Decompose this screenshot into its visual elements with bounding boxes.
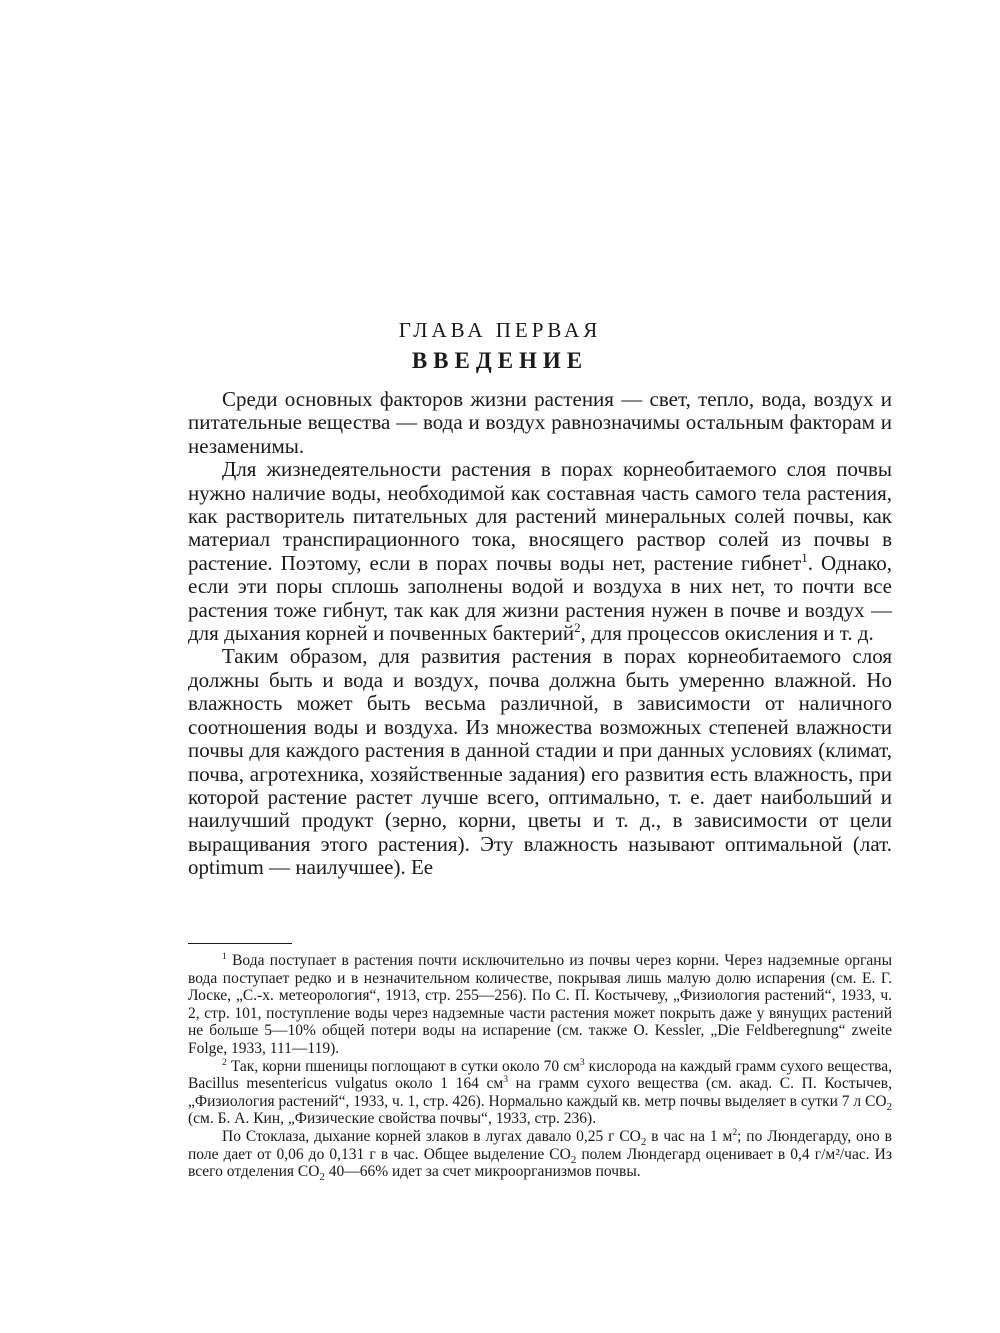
chapter-title: ВВЕДЕНИЕ	[411, 348, 589, 373]
footnote-1-text: Вода поступает в растения почти исключительно из почвы через корни. Через надземные органы вода поступает редко и в незначительном количестве, покрывая лишь малую долю испарения (см. Е. Г. Лоске, „С.-х. метеорология“, 1913, стр. 255—256). По С. П. Костычеву, „Физиология растений“, 1933, ч. 2, стр. 101, поступление воды через надземные части растения может покрыть даже у вянущих растений не больше 5—10% общей потери воды на испарение (см. также О. Kessler, „Die Feldberegnung“ zweite Folge, 1933, 111—119).	[188, 952, 892, 1057]
subscript: 2	[640, 1136, 647, 1149]
footnote-2-number: 2	[222, 1056, 227, 1068]
paragraph-2-text-b: . Однако, если эти поры сплошь заполнены водой и воздуха в них нет, то почти все растения тоже гибнут, так как для жизни растения нужен в почве и воздух — для дыхания корней и почвенных бактерий	[188, 550, 892, 646]
footnote-2-text-a: Так, корни пшеницы поглощают в сутки около 70 см	[226, 1057, 580, 1075]
footnotes	[188, 950, 893, 1184]
footnote-1	[188, 952, 892, 1058]
subscript: 2	[570, 1153, 577, 1166]
footnote-1-number: 1	[222, 950, 227, 962]
superscript: 3	[579, 1056, 585, 1068]
footnote-3-text-b: в час на 1 м	[646, 1127, 733, 1145]
footnote-2-text-b: кислорода на каждый грамм сухого вещества, Bacillus mesentericus vulgatus около 1 164 см	[188, 1057, 893, 1093]
main-text	[188, 388, 892, 880]
footnote-3-text-e: 40—66% идет за счет микроорганизмов почвы.	[324, 1163, 641, 1181]
subscript: 2	[886, 1100, 892, 1113]
footnote-divider	[188, 943, 292, 944]
paragraph-1: Среди основных факторов жизни растения — свет, тепло, вода, воздух и питательные вещества — вода и воздух равнозначимы остальным факторам и незаменимы.	[188, 387, 892, 458]
footnote-3-text-d: полем Люндегард оценивает в 0,4 г/м²/час. Из всего отделения CO	[188, 1145, 892, 1181]
superscript: 2	[732, 1126, 738, 1138]
footnote-2-text-c: на грамм сухого вещества (см. акад. С. П. Костычев, „Физиология растений“, 1933, ч. 1, стр. 426). Нормально каждый кв. метр почвы выделяет в сутки 7 л CO	[188, 1075, 892, 1110]
footnote-3-text-a: По Стоклаза, дыхание корней злаков в лугах давало 0,25 г CO	[222, 1127, 641, 1145]
footnote-ref-1: 1	[801, 549, 808, 565]
superscript: 3	[503, 1074, 509, 1085]
footnote-2	[188, 1058, 892, 1128]
subscript: 2	[319, 1171, 325, 1184]
paragraph-2-text-a: Для жизнедеятельности растения в порах корнеобитаемого слоя почвы нужно наличие воды, необходимой как составная часть самого тела растения, как растворитель питательных для растений минеральных солей почвы, как материал транспирационного тока, вносящего раствор солей из почвы в растение. Поэтому, если в порах почвы воды нет, растение гибнет	[188, 457, 892, 575]
paragraph-2-text-c: , для процессов окисления и т. д.	[580, 621, 874, 646]
footnote-2-continued	[188, 1126, 892, 1184]
paragraph-2	[188, 458, 892, 645]
paragraph-3: Таким образом, для развития растения в порах корнеобитаемого слоя должны быть и вода и воздух, почва должна быть умеренно влажной. Но влажность может быть весьма различной, в зависимости от наличного соотношения воды и воздуха. Из множества возможных степеней влажности почвы для каждого растения в данной стадии и при данных условиях (климат, почва, агротехника, хозяйственные задания) его развития есть влажность, при которой растение растет лучше всего, оптимально, т. е. дает наибольший и наилучший продукт (зерно, корни, цветы и т. д., в зависимости от цели выращивания этого растения). Эту влажность называют оптимальной (лат. optimum — наилучшее). Ее	[188, 644, 892, 880]
footnote-2-text-d: (см. Б. А. Кин, „Физические свойства почвы“, 1933, стр. 236).	[188, 1110, 597, 1128]
footnote-ref-2: 2	[574, 620, 581, 636]
chapter-label: ГЛАВА ПЕРВАЯ	[398, 318, 602, 342]
footnote-3-text-c: ; по Люндегарду, оно в поле дает от 0,06 до 0,131 г в час. Общее выделение CO	[188, 1127, 892, 1163]
